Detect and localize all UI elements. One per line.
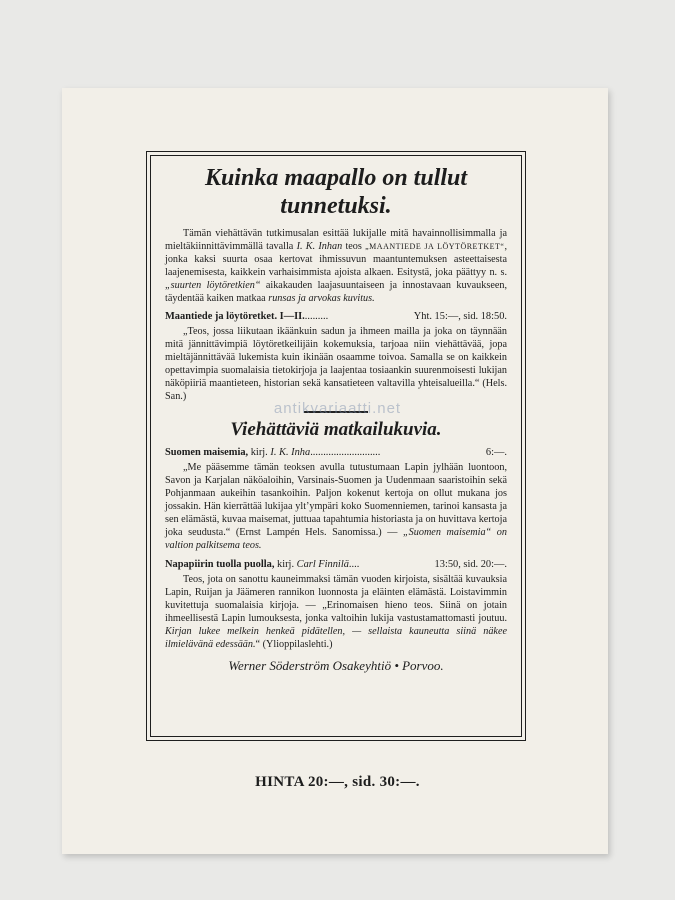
author-prefix: kirj. [274, 558, 297, 570]
book-title: Maantiede ja löytöretket. I—II. [165, 311, 305, 322]
section-subtitle: Viehättäviä matkailukuvia. [230, 418, 442, 440]
review-text: „Me pääsemme tämän teoksen avulla tutustumaan Lapin jylhään luontoon, Savon ja Karjalan näköaloihin, Varsinais-Suomen ja Uudenmaan saaristoihin sekä Pohjanmaan aukeihin tasankoihin. Paljon kokenut kertoja on ollut mukana jos jossakin. Hän kierrättää lukijaa ylt’ympäri koko Suomenniemen, tarinoi kansasta ja sen elämästä, kuvaa maisemat, juttuaa tapahtumia historiasta ja on huvittava kertoja joka seudusta.“ (Ernst Lampén Hels. Sanomissa.) — [165, 461, 507, 538]
cover-price: HINTA 20:—, sid. 30:—. [255, 774, 420, 790]
book-title: Suomen maisemia, [165, 446, 249, 458]
intro-work-title: „MAANTIEDE JA LÖYTÖRETKET“ [365, 242, 505, 251]
book-title: Napapiirin tuolla puolla, [165, 558, 275, 570]
publisher-line: Werner Söderström Osakeyhtiö • Porvoo. [228, 657, 444, 673]
review-text: Teos, jota on sanottu kauneimmaksi tämän vuoden kirjoista, sisältää kuvauksia Lapin, Ruijan ja Jäämeren rannikon luonnosta ja eläinten elämästä. Loistavimmin kuvitettuja suomalaisia kirjoja. — „Erinomaisen hieno teos. Siinä on jotain ihmeellisestä Lapin lumouksesta, jonka valtoihin lukija vastustamattomasti joutuu. [165, 573, 507, 624]
review-paragraph: „Teos, jossa liikutaan ikäänkuin sadun ja ihmeen mailla ja joka on täynnään mitä jännittävimpiä löytöretkeilijäin kokemuksia, tarjoaa niin viehättävää, jopa mieltäjännittävää lukemista kuin ikinään osaamme toivoa. Samalla se on kaikkein opettavimpia suomalaisia tietokirjoja ja laajentaa tosiaankin suurenmoisesti lukijan näköpiiriä maantieteen, historian sekä kansatieteen valtavilla yhteisalueilla.“ (Hels. San.) [165, 326, 507, 402]
intro-text: , jonka kaksi suurta osaa kertovat ihmissuvun maantuntemuksen asteettaisesta laajenemisesta, kaikkein varhaisimmista ajoista alkaen. Esitystä, joka päättyy n. s. [165, 241, 507, 278]
intro-closing: runsas ja arvokas kuvitus. [268, 293, 375, 304]
book-price: Yht. 15:—, sid. 18:50. [413, 311, 507, 322]
review-paragraph [165, 461, 507, 552]
book-price: 13:50, sid. 20:—. [434, 558, 507, 570]
book-entry-suomen-maisemia [165, 446, 507, 460]
book-author: Carl Finnilä [296, 558, 349, 570]
intro-text: Tämän viehättävän tutkimusalan esittää lukijalle mitä havainnollisimmalla ja mieltäkiinnittävimmällä tavalla [165, 228, 507, 252]
review-quote: Kirjan lukee melkein henkeä pidätellen, — sellaista kauneutta siinä näkee ilmielävänä edessään. [165, 625, 507, 650]
intro-era: „suurten löytöretkien“ [165, 280, 261, 291]
leader-dots: ........................... [310, 446, 381, 458]
advertisement-frame [146, 151, 526, 741]
ad-title: Kuinka maapallo on tullut tunnetuksi. [204, 165, 468, 219]
book-entry-maantiede [165, 310, 507, 324]
book-author: I. K. Inha [270, 446, 311, 458]
book-entry-napapiirin [165, 558, 507, 572]
advertisement-inner-frame [150, 155, 522, 737]
intro-text: aikakauden laajasuuntaiseen ja innostavaan kuvaukseen, täydentää kaiken matkaa [165, 280, 508, 304]
leader-dots: ......... [304, 311, 329, 322]
review-paragraph [165, 573, 507, 651]
review-source: “ (Ylioppilaslehti.) [255, 638, 333, 650]
leader-dots: .... [348, 558, 360, 570]
book-price: 6:—. [485, 446, 507, 458]
intro-paragraph [165, 227, 507, 305]
watermark-text: antikvariaatti.net [273, 400, 402, 417]
intro-text: teos [342, 241, 366, 252]
author-prefix: kirj. [248, 446, 271, 458]
award-note: „Suomen maisemia“ on valtion palkitsema teos. [165, 526, 507, 551]
intro-author: I. K. Inhan [296, 241, 343, 252]
